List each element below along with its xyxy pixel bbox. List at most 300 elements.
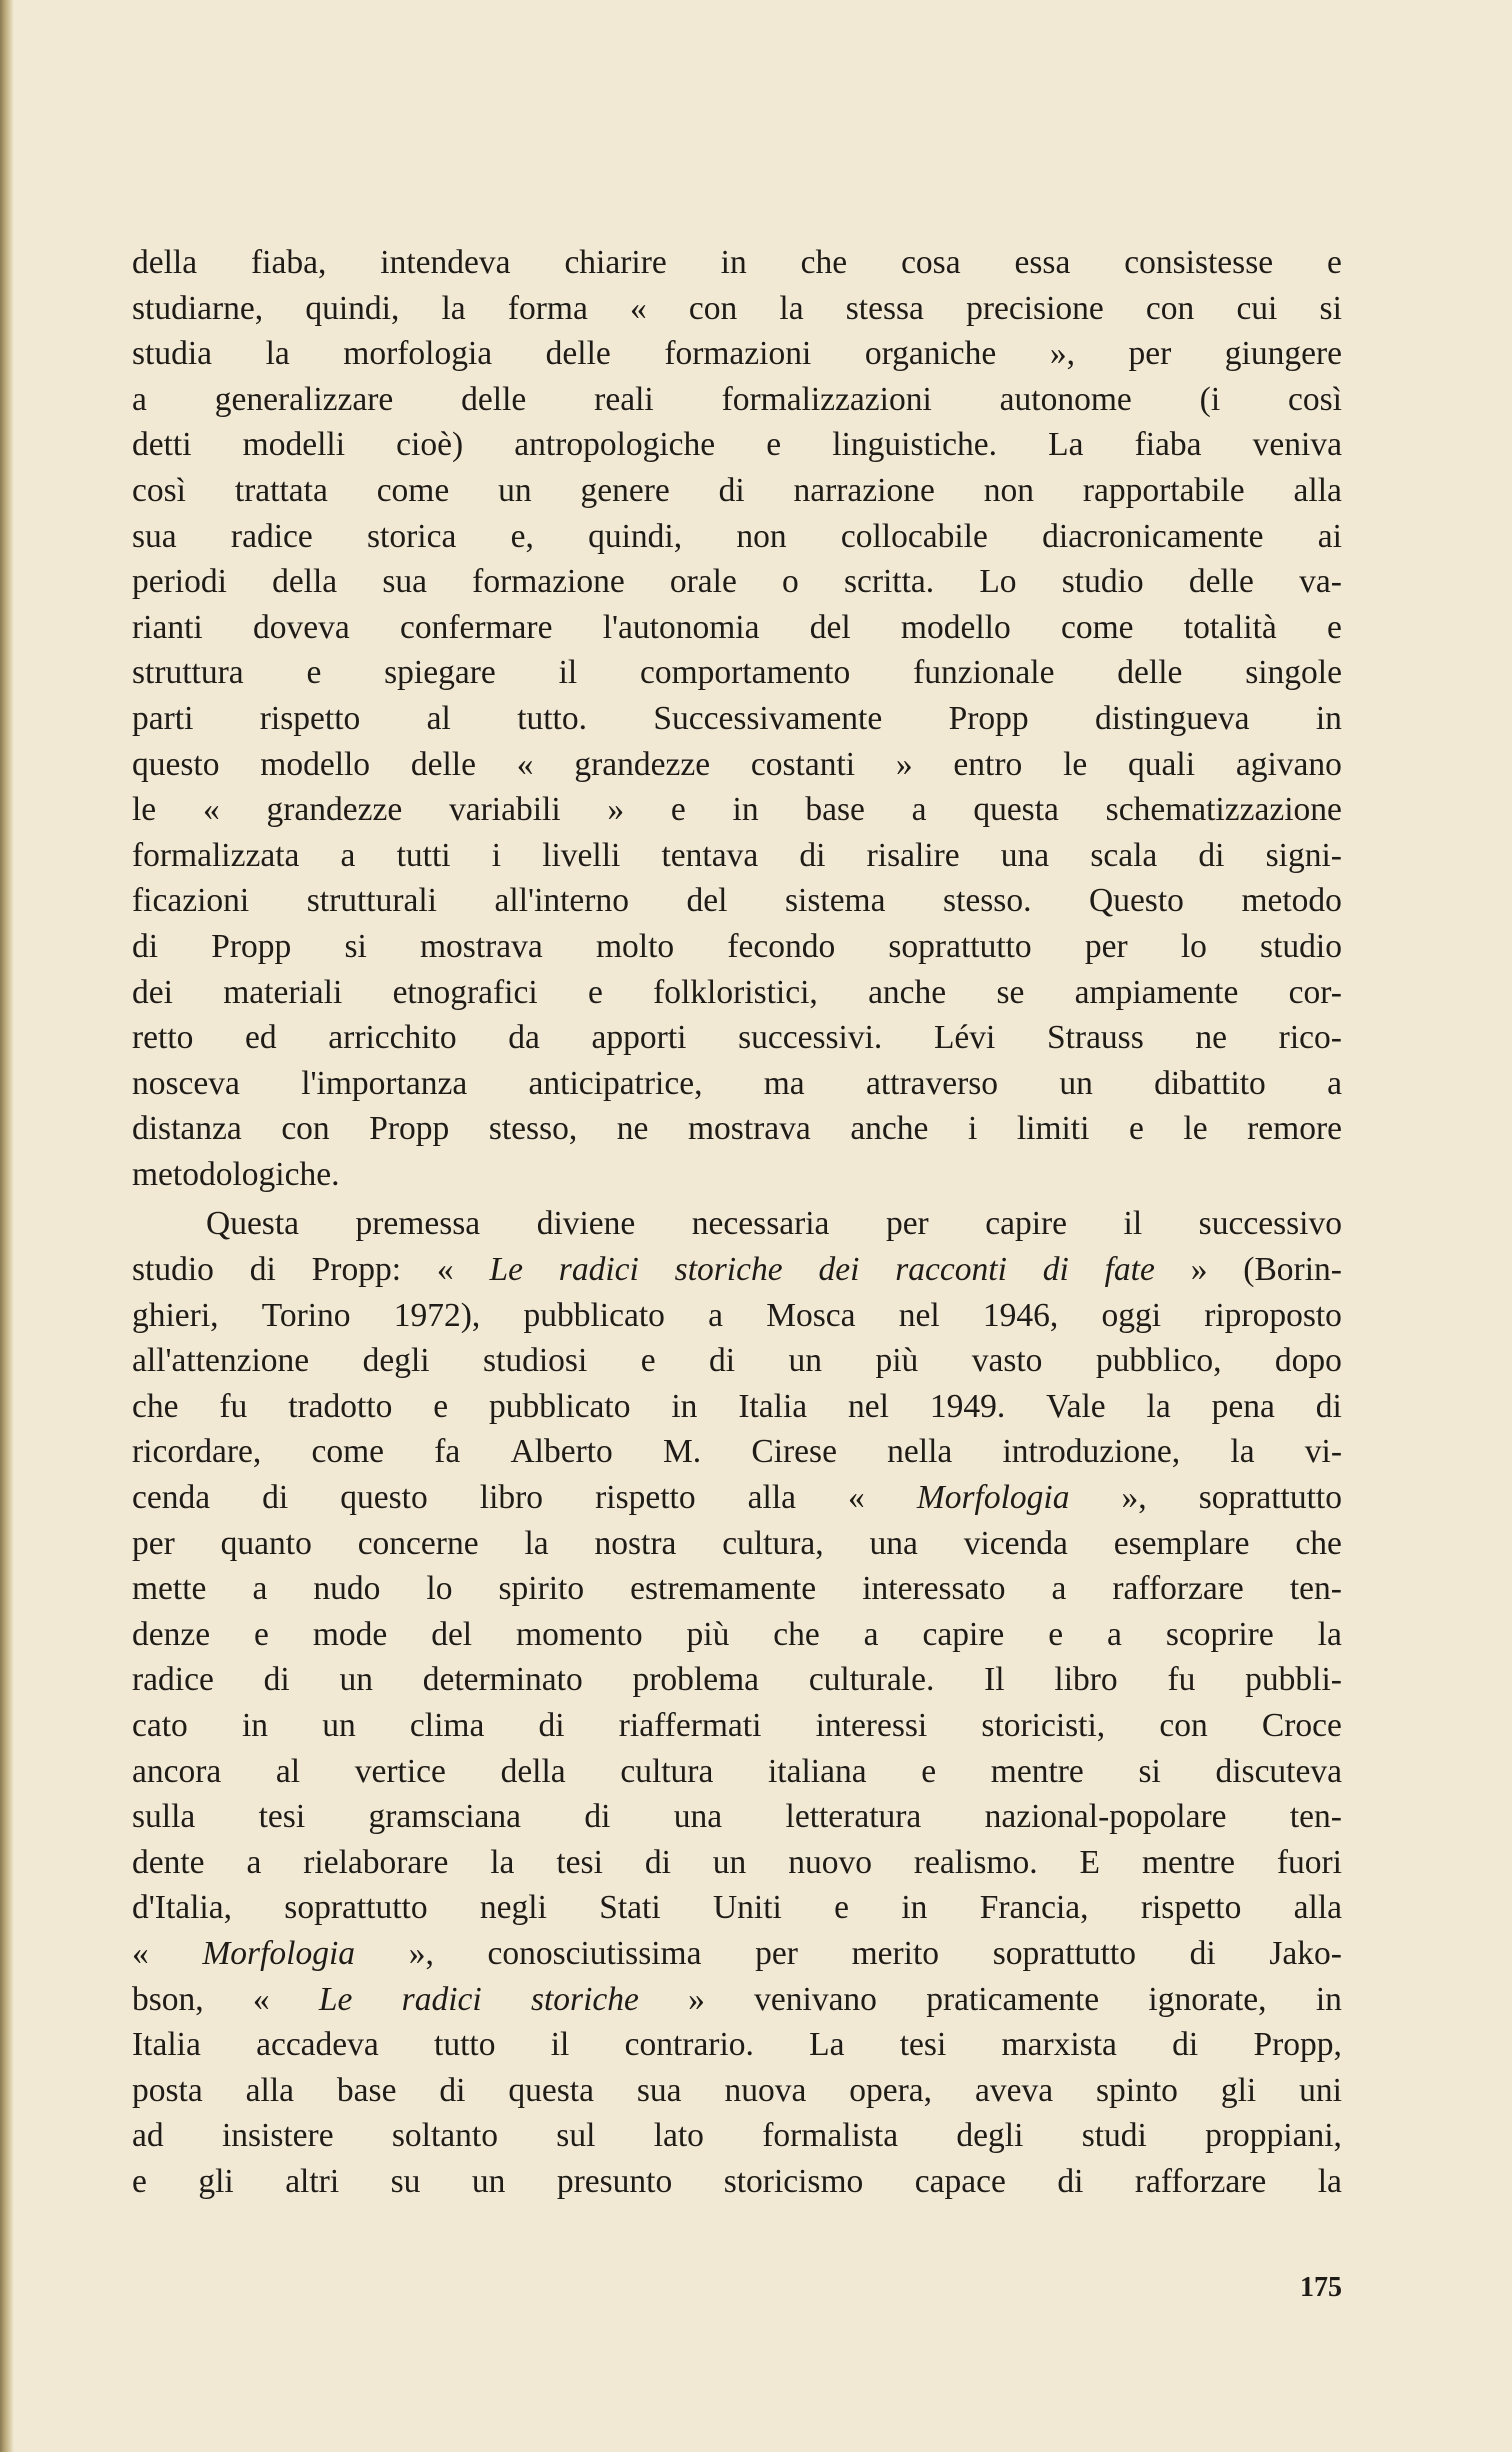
word: mode <box>312 1615 388 1653</box>
word: se <box>996 973 1025 1011</box>
word: a <box>911 791 927 829</box>
word: gli <box>1220 2071 1257 2109</box>
page-edge <box>0 0 14 2452</box>
word: « <box>436 1251 454 1289</box>
word: un <box>1059 1064 1093 1102</box>
word: insistere <box>221 2117 334 2155</box>
word: mentre <box>1141 1843 1235 1881</box>
word: momento <box>516 1615 643 1653</box>
text-line <box>132 240 1342 286</box>
word: entro <box>953 745 1023 783</box>
word: delle <box>1188 563 1254 601</box>
word: con <box>688 289 738 327</box>
word: radici <box>558 1251 639 1289</box>
word: stesso, <box>488 1110 578 1148</box>
word: questa <box>973 791 1059 829</box>
text-line <box>132 1566 1342 1612</box>
word: giungere <box>1224 335 1342 373</box>
word: modello <box>900 608 1011 646</box>
text-line <box>132 377 1342 423</box>
word: mostrava <box>419 927 543 965</box>
word: un <box>339 1661 373 1699</box>
word: di <box>1057 2162 1084 2200</box>
word: introduzione, <box>1002 1433 1181 1471</box>
word: pubbli- <box>1245 1661 1342 1699</box>
word: 1972), <box>393 1296 481 1334</box>
word: soprattutto <box>992 1934 1136 1972</box>
word: quindi, <box>588 517 683 555</box>
word: determinato <box>422 1661 583 1699</box>
word: pena <box>1211 1387 1275 1425</box>
word: a <box>132 380 147 418</box>
word: scritta. <box>843 563 935 601</box>
word: « <box>629 289 647 327</box>
text-line <box>132 559 1342 605</box>
word: in <box>732 791 759 829</box>
word: generalizzare <box>214 380 394 418</box>
word: linguistiche. <box>832 426 997 464</box>
word: radice <box>132 1661 214 1699</box>
word: grandezze <box>574 745 711 783</box>
word: come <box>311 1433 385 1471</box>
word: di <box>132 927 159 965</box>
word: formalizzata <box>132 836 300 874</box>
word: si <box>344 927 367 965</box>
word: di <box>709 1342 736 1380</box>
word: rielaborare <box>303 1843 449 1881</box>
word: i <box>967 1110 978 1148</box>
word: forma <box>507 289 588 327</box>
word: un <box>322 1707 356 1744</box>
text-line <box>132 1475 1342 1521</box>
word: consistesse <box>1124 244 1274 281</box>
word: italiana <box>768 1752 867 1790</box>
word: a <box>708 1296 723 1334</box>
word: con <box>281 1110 330 1148</box>
word: singole <box>1245 654 1342 692</box>
text-line <box>132 1015 1342 1061</box>
word: Francia, <box>979 1889 1089 1927</box>
paragraph <box>132 1201 1342 2204</box>
word: materiali <box>223 973 343 1011</box>
word: così <box>132 471 186 509</box>
word: va- <box>1299 563 1342 601</box>
word: formazioni <box>664 335 812 373</box>
word: realismo. <box>913 1843 1038 1881</box>
word: storicisti, <box>981 1707 1106 1744</box>
word: problema <box>632 1661 760 1699</box>
word: periodi <box>132 563 227 601</box>
word: della <box>272 563 338 601</box>
word: per <box>755 1934 798 1972</box>
word: esemplare <box>1113 1524 1250 1562</box>
word: di <box>799 836 826 874</box>
word: d'Italia, <box>132 1889 232 1927</box>
word: e <box>306 654 322 692</box>
word: altri <box>285 2162 340 2200</box>
word: in <box>671 1387 698 1425</box>
word: opera, <box>849 2071 933 2109</box>
word: più <box>875 1342 919 1380</box>
word: etnografici <box>392 973 538 1011</box>
word: « <box>202 791 220 829</box>
word: cioè) <box>396 426 464 464</box>
word: scoprire <box>1165 1615 1274 1653</box>
word: variabili <box>449 791 561 829</box>
word: la <box>779 289 804 327</box>
text-line <box>132 833 1342 879</box>
word: cor- <box>1288 973 1342 1011</box>
word: anticipatrice, <box>528 1064 703 1102</box>
word: necessaria <box>691 1205 830 1243</box>
word: racconti <box>895 1251 1007 1289</box>
word: e <box>254 1615 269 1653</box>
word: ad <box>132 2117 164 2155</box>
word: di <box>538 1707 565 1744</box>
word: alla <box>245 2071 294 2109</box>
word: ne <box>1195 1019 1228 1057</box>
word: la <box>265 335 290 373</box>
word: parti <box>132 699 194 737</box>
word: dibattito <box>1154 1064 1266 1102</box>
word: a <box>340 836 356 874</box>
word: « <box>516 745 534 783</box>
word: antropologiche <box>514 426 716 464</box>
word: Propp: <box>311 1251 402 1289</box>
word: diacronicamente <box>1042 517 1264 555</box>
text-line <box>132 605 1342 651</box>
word: tutti <box>396 836 451 874</box>
word: posta <box>132 2071 203 2109</box>
word: conosciutissima <box>487 1934 702 1972</box>
word: in <box>241 1707 269 1744</box>
word: Le <box>318 1980 353 2018</box>
word: collocabile <box>840 517 988 555</box>
word: morfologia <box>343 335 493 373</box>
text-line <box>132 1293 1342 1339</box>
word: distanza <box>132 1110 242 1148</box>
word: una <box>869 1524 918 1562</box>
word: praticamente <box>926 1980 1100 2018</box>
word: dei <box>132 973 173 1011</box>
word: Questa <box>206 1205 300 1243</box>
word: l'importanza <box>301 1064 468 1102</box>
word: M. <box>663 1433 702 1471</box>
word: cultura <box>620 1752 714 1790</box>
word: che <box>773 1615 820 1653</box>
word: le <box>1183 1110 1208 1148</box>
word: da <box>508 1019 540 1057</box>
word: si <box>1319 289 1342 327</box>
word: metodo <box>1241 882 1342 920</box>
text-line <box>132 1521 1342 1567</box>
word: », <box>1049 335 1075 373</box>
word: interessato <box>862 1570 1006 1608</box>
word: del <box>431 1615 473 1653</box>
word: vi- <box>1304 1433 1342 1471</box>
word: di <box>644 1843 671 1881</box>
word: oggi <box>1101 1296 1161 1334</box>
word: e <box>433 1387 449 1425</box>
word: pubblico, <box>1095 1342 1222 1380</box>
word: Le <box>489 1251 523 1289</box>
word: retto <box>132 1019 194 1057</box>
word: letteratura <box>785 1798 922 1836</box>
word: accadeva <box>256 2026 379 2064</box>
text-line <box>132 1612 1342 1658</box>
word: stesso. <box>943 882 1032 920</box>
word: fiaba <box>1134 426 1202 464</box>
word: soltanto <box>391 2117 498 2155</box>
word: su <box>390 2162 421 2200</box>
word: così <box>1288 380 1342 418</box>
text-line <box>132 1794 1342 1840</box>
word: che <box>1295 1524 1342 1562</box>
word: radici <box>401 1980 482 2018</box>
word: tutto. <box>517 699 587 737</box>
word: Successivamente <box>653 699 883 737</box>
word: Propp <box>948 699 1029 737</box>
word: (Borin- <box>1243 1251 1342 1289</box>
word: a <box>863 1615 879 1653</box>
word: al <box>275 1752 301 1790</box>
word: e <box>1327 244 1342 281</box>
word: limiti <box>1016 1110 1090 1148</box>
word: per <box>1084 927 1128 965</box>
word: con <box>1145 289 1195 327</box>
word: rapportabile <box>1082 471 1245 509</box>
word: nuovo <box>788 1843 872 1881</box>
word: genere <box>580 471 670 509</box>
text-line <box>132 696 1342 742</box>
word: formalista <box>762 2117 899 2155</box>
word: Propp, <box>1253 2026 1342 2064</box>
word: a <box>252 1570 268 1608</box>
word: del <box>809 608 851 646</box>
word: storiche <box>530 1980 639 2018</box>
word: e, <box>510 517 534 555</box>
word: libro <box>479 1479 544 1517</box>
word: denze <box>132 1615 211 1653</box>
word: rispetto <box>595 1479 696 1517</box>
word: rafforzare <box>1134 2162 1267 2200</box>
word: rico- <box>1278 1019 1342 1057</box>
word: di <box>1172 2026 1199 2064</box>
word: Torino <box>261 1296 351 1334</box>
word: a <box>246 1843 262 1881</box>
word: La <box>809 2026 845 2064</box>
page-number: 175 <box>1300 2272 1342 2303</box>
word: lo <box>1180 927 1207 965</box>
word: livelli <box>542 836 621 874</box>
word: ten- <box>1289 1570 1342 1608</box>
word: sistema <box>785 882 886 920</box>
word: tesi <box>258 1798 306 1836</box>
word: la <box>490 1843 515 1881</box>
word: la <box>1146 1387 1171 1425</box>
word: concerne <box>357 1524 479 1562</box>
word: rispetto <box>259 699 361 737</box>
word: questo <box>340 1479 428 1517</box>
word: la <box>1317 1615 1342 1653</box>
text-line <box>132 286 1342 332</box>
word: Il <box>984 1661 1005 1699</box>
word: della <box>500 1752 566 1790</box>
word: soprattutto <box>1198 1479 1342 1517</box>
word: estremamente <box>630 1570 817 1608</box>
word: di <box>249 1251 276 1289</box>
word: orale <box>669 563 737 601</box>
word: per <box>885 1205 929 1243</box>
word: », <box>1121 1479 1147 1517</box>
word: alla <box>1293 471 1342 509</box>
word: per <box>1128 335 1172 373</box>
text-line <box>132 422 1342 468</box>
word: Morfologia <box>916 1479 1070 1517</box>
word: non <box>736 517 787 555</box>
word: storiche <box>674 1251 783 1289</box>
word: Mosca <box>766 1296 856 1334</box>
text-line <box>132 2022 1342 2068</box>
word: questa <box>508 2071 594 2109</box>
word: fiaba, <box>251 244 327 281</box>
word: strutturali <box>306 882 437 920</box>
word: vasto <box>971 1342 1043 1380</box>
word: contrario. <box>624 2026 754 2064</box>
word: chiarire <box>564 244 667 281</box>
word: quali <box>1128 745 1196 783</box>
word: e <box>921 1752 937 1790</box>
word: a <box>1107 1615 1122 1653</box>
word: con <box>1159 1707 1208 1744</box>
word: del <box>686 882 728 920</box>
word: degli <box>956 2117 1024 2155</box>
word: delle <box>545 335 611 373</box>
word: fu <box>1167 1661 1196 1699</box>
word: Propp <box>369 1110 450 1148</box>
word: che <box>800 244 848 281</box>
text-line <box>132 1201 1342 1247</box>
word: e <box>1128 1110 1144 1148</box>
word: le <box>1063 745 1088 783</box>
word: attraverso <box>865 1064 999 1102</box>
word: anche <box>868 973 947 1011</box>
word: confermare <box>399 608 553 646</box>
word: signi- <box>1265 836 1342 874</box>
word: Vale <box>1046 1387 1106 1425</box>
word: ma <box>763 1064 805 1102</box>
word: storicismo <box>723 2162 864 2200</box>
word: nudo <box>313 1570 381 1608</box>
word: Jako- <box>1269 1934 1342 1972</box>
word: un <box>498 471 532 509</box>
word: mette <box>132 1570 207 1608</box>
word: dente <box>132 1843 205 1881</box>
word: e <box>766 426 782 464</box>
word: un <box>712 1843 747 1881</box>
word: pubblicato <box>489 1387 631 1425</box>
word: rafforzare <box>1112 1570 1244 1608</box>
word: cato <box>132 1707 188 1744</box>
word: Stati <box>599 1889 661 1927</box>
word: remore <box>1247 1110 1342 1148</box>
word: organiche <box>864 335 997 373</box>
word: E <box>1079 1843 1101 1881</box>
word: ed <box>245 1019 277 1057</box>
word: apporti <box>591 1019 687 1057</box>
paragraph <box>132 240 1342 1197</box>
word: una <box>1000 836 1050 874</box>
word: nazional-popolare <box>984 1798 1227 1836</box>
word: di <box>263 1661 290 1699</box>
word: intendeva <box>380 244 511 281</box>
word: folkloristici, <box>653 973 818 1011</box>
word: di <box>584 1798 611 1836</box>
text-line <box>132 1977 1342 2023</box>
word: Questo <box>1089 882 1184 920</box>
word: della <box>132 244 198 281</box>
word: nella <box>887 1433 953 1471</box>
word: lo <box>426 1570 453 1608</box>
word: si <box>1138 1752 1161 1790</box>
word: mentre <box>990 1752 1084 1790</box>
word: alla <box>747 1479 796 1517</box>
word: arricchito <box>328 1019 457 1057</box>
word: clima <box>409 1707 485 1744</box>
word: soprattutto <box>284 1889 428 1927</box>
word: sua <box>132 517 177 555</box>
word: sua <box>636 2071 682 2109</box>
word: ne <box>616 1110 649 1148</box>
word: Alberto <box>510 1433 613 1471</box>
word: sul <box>556 2117 596 2155</box>
word: ampiamente <box>1074 973 1239 1011</box>
word: Lo <box>979 563 1017 601</box>
word: capire <box>985 1205 1068 1243</box>
word: interessi <box>815 1707 928 1744</box>
word: marxista <box>1001 2026 1117 2064</box>
word: » <box>1190 1251 1208 1289</box>
word: capace <box>914 2162 1006 2200</box>
text-line <box>132 1338 1342 1384</box>
text-line <box>132 1061 1342 1107</box>
word: base <box>805 791 865 829</box>
word: narrazione <box>793 471 935 509</box>
word: la <box>524 1524 549 1562</box>
word: capire <box>922 1615 1005 1653</box>
text-line <box>132 1703 1342 1749</box>
word: a <box>1051 1570 1067 1608</box>
word: « <box>252 1980 270 2018</box>
word: e <box>670 791 686 829</box>
word: la <box>1317 2162 1342 2200</box>
word: premessa <box>355 1205 481 1243</box>
word: ancora <box>132 1752 222 1790</box>
word: risalire <box>866 836 960 874</box>
word: tutto <box>434 2026 496 2064</box>
word: le <box>132 791 157 829</box>
word: bson, <box>132 1980 204 2018</box>
word: stessa <box>845 289 924 327</box>
word: in <box>720 244 747 281</box>
word: dopo <box>1274 1342 1342 1380</box>
word: doveva <box>252 608 350 646</box>
word: nel <box>848 1387 889 1425</box>
word: veniva <box>1252 426 1342 464</box>
word: fu <box>219 1387 248 1425</box>
word: delle <box>410 745 476 783</box>
word: modello <box>260 745 371 783</box>
